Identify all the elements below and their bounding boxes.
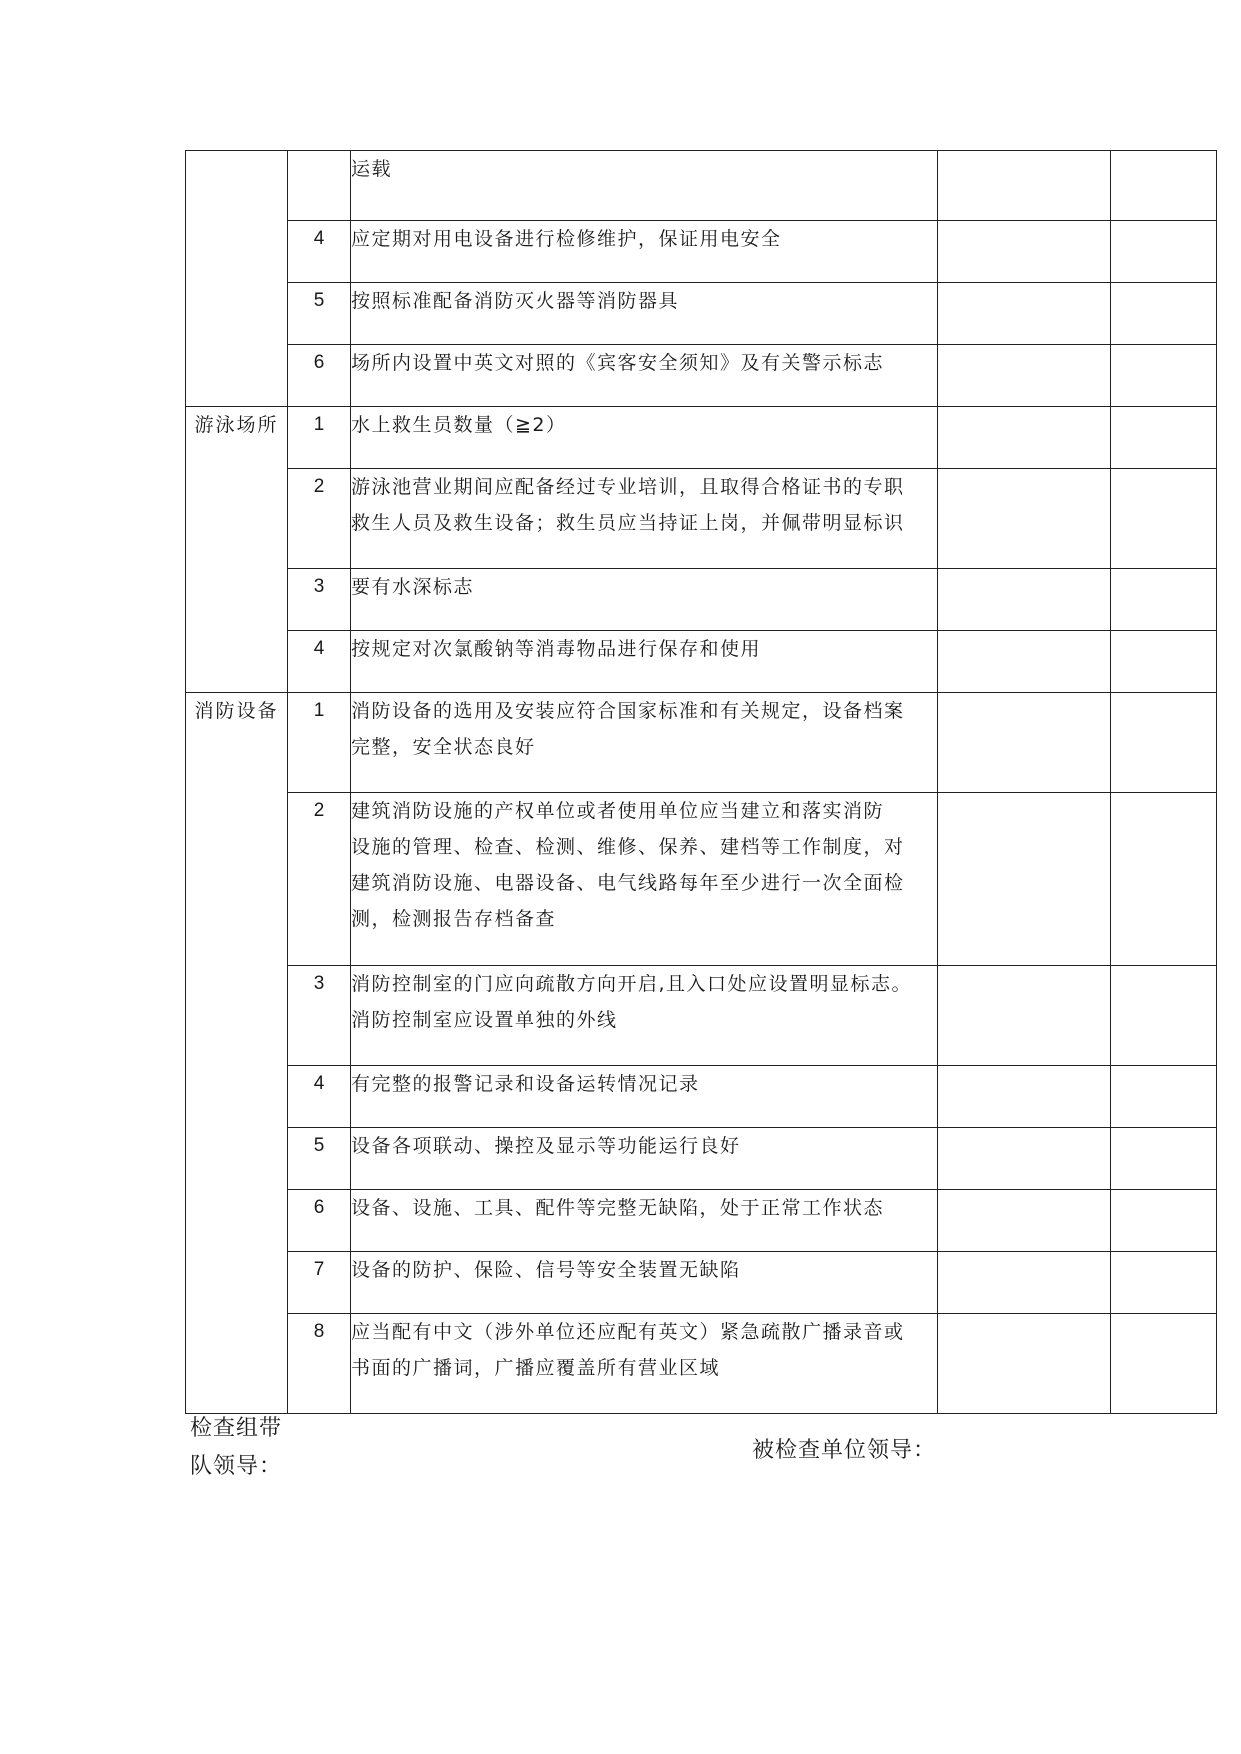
- item-content: [351, 221, 938, 283]
- remark-cell: [1111, 569, 1217, 631]
- table-row: [186, 151, 1217, 221]
- item-content: [351, 1252, 938, 1314]
- remark-cell: [1111, 151, 1217, 221]
- remark-cell: [1111, 1252, 1217, 1314]
- result-cell: [938, 1190, 1111, 1252]
- item-number: 3: [288, 966, 351, 1066]
- item-number: 2: [288, 469, 351, 569]
- content-line: 游泳池营业期间应配备经过专业培训，且取得合格证书的专职: [351, 476, 905, 498]
- item-number: 6: [288, 345, 351, 407]
- inspected-unit-leader-signature: 被检查单位领导：: [752, 1438, 937, 1463]
- table-row: [186, 793, 1217, 966]
- content-line: 完整，安全状态良好: [351, 736, 536, 758]
- item-content: [351, 1066, 938, 1128]
- item-number: 6: [288, 1190, 351, 1252]
- item-content: [351, 407, 938, 469]
- table-row: [186, 407, 1217, 469]
- remark-cell: [1111, 469, 1217, 569]
- item-content: [351, 569, 938, 631]
- item-content: [351, 1128, 938, 1190]
- item-number: 4: [288, 1066, 351, 1128]
- item-number: 2: [288, 793, 351, 966]
- table-row: [186, 631, 1217, 693]
- category-cell: [186, 151, 288, 407]
- item-content: [351, 151, 938, 221]
- content-line: 按规定对次氯酸钠等消毒物品进行保存和使用: [351, 638, 762, 660]
- table-row: [186, 693, 1217, 793]
- content-line: 设施的管理、检查、检测、维修、保养、建档等工作制度，对: [351, 836, 905, 858]
- item-content: [351, 966, 938, 1066]
- table-row: [186, 1190, 1217, 1252]
- content-line: 水上救生员数量（≧2）: [351, 414, 567, 436]
- inspection-table: [185, 150, 1217, 1414]
- result-cell: [938, 151, 1111, 221]
- signature-label-line: 检查组带: [190, 1416, 283, 1441]
- table-row: [186, 966, 1217, 1066]
- result-cell: [938, 469, 1111, 569]
- item-number: 1: [288, 693, 351, 793]
- category-cell: 消防设备: [186, 693, 288, 1414]
- remark-cell: [1111, 221, 1217, 283]
- remark-cell: [1111, 1190, 1217, 1252]
- item-number: 5: [288, 283, 351, 345]
- item-number: 8: [288, 1314, 351, 1414]
- category-cell: 游泳场所: [186, 407, 288, 693]
- result-cell: [938, 693, 1111, 793]
- content-line: 消防控制室的门应向疏散方向开启,且入口处应设置明显标志。: [351, 973, 913, 995]
- content-line: 设备的防护、保险、信号等安全装置无缺陷: [351, 1259, 741, 1281]
- table-row: [186, 1066, 1217, 1128]
- item-content: [351, 1190, 938, 1252]
- content-line: 要有水深标志: [351, 576, 475, 598]
- item-content: [351, 631, 938, 693]
- item-number: [288, 151, 351, 221]
- result-cell: [938, 1252, 1111, 1314]
- signature-label-line: 队领导：: [190, 1454, 283, 1479]
- table-row: [186, 469, 1217, 569]
- result-cell: [938, 569, 1111, 631]
- item-content: [351, 693, 938, 793]
- remark-cell: [1111, 283, 1217, 345]
- result-cell: [938, 966, 1111, 1066]
- content-line: 设备各项联动、操控及显示等功能运行良好: [351, 1135, 741, 1157]
- content-line: 场所内设置中英文对照的《宾客安全须知》及有关警示标志: [351, 352, 885, 374]
- item-content: [351, 345, 938, 407]
- inspection-leader-signature: [190, 1410, 282, 1486]
- content-line: 救生人员及救生设备；救生员应当持证上岗，并佩带明显标识: [351, 512, 905, 534]
- result-cell: [938, 631, 1111, 693]
- content-line: 消防设备的选用及安装应符合国家标准和有关规定，设备档案: [351, 700, 905, 722]
- remark-cell: [1111, 1128, 1217, 1190]
- remark-cell: [1111, 793, 1217, 966]
- table-row: [186, 221, 1217, 283]
- content-line: 消防控制室应设置单独的外线: [351, 1009, 618, 1031]
- result-cell: [938, 407, 1111, 469]
- result-cell: [938, 1128, 1111, 1190]
- remark-cell: [1111, 1066, 1217, 1128]
- content-line: 设备、设施、工具、配件等完整无缺陷，处于正常工作状态: [351, 1197, 885, 1219]
- item-number: 4: [288, 221, 351, 283]
- item-content: [351, 793, 938, 966]
- item-content: [351, 1314, 938, 1414]
- remark-cell: [1111, 345, 1217, 407]
- table-row: [186, 1252, 1217, 1314]
- content-line: 建筑消防设施、电器设备、电气线路每年至少进行一次全面检: [351, 872, 905, 894]
- table-row: [186, 1314, 1217, 1414]
- result-cell: [938, 221, 1111, 283]
- content-line: 有完整的报警记录和设备运转情况记录: [351, 1073, 700, 1095]
- result-cell: [938, 793, 1111, 966]
- content-line: 应定期对用电设备进行检修维护，保证用电安全: [351, 228, 782, 250]
- table-row: [186, 1128, 1217, 1190]
- item-number: 5: [288, 1128, 351, 1190]
- result-cell: [938, 283, 1111, 345]
- table-row: [186, 283, 1217, 345]
- result-cell: [938, 1314, 1111, 1414]
- item-number: 4: [288, 631, 351, 693]
- remark-cell: [1111, 693, 1217, 793]
- result-cell: [938, 345, 1111, 407]
- content-line: 书面的广播词，广播应覆盖所有营业区域: [351, 1357, 721, 1379]
- item-number: 7: [288, 1252, 351, 1314]
- remark-cell: [1111, 1314, 1217, 1414]
- content-line: 按照标准配备消防灭火器等消防器具: [351, 290, 680, 312]
- content-line: 应当配有中文（涉外单位还应配有英文）紧急疏散广播录音或: [351, 1321, 905, 1343]
- content-line: 建筑消防设施的产权单位或者使用单位应当建立和落实消防: [351, 800, 885, 822]
- content-line: 运载: [351, 158, 393, 180]
- item-number: 3: [288, 569, 351, 631]
- remark-cell: [1111, 631, 1217, 693]
- remark-cell: [1111, 966, 1217, 1066]
- table-row: [186, 345, 1217, 407]
- item-content: [351, 283, 938, 345]
- table-row: [186, 569, 1217, 631]
- result-cell: [938, 1066, 1111, 1128]
- item-number: 1: [288, 407, 351, 469]
- remark-cell: [1111, 407, 1217, 469]
- item-content: [351, 469, 938, 569]
- content-line: 测，检测报告存档备查: [351, 908, 557, 930]
